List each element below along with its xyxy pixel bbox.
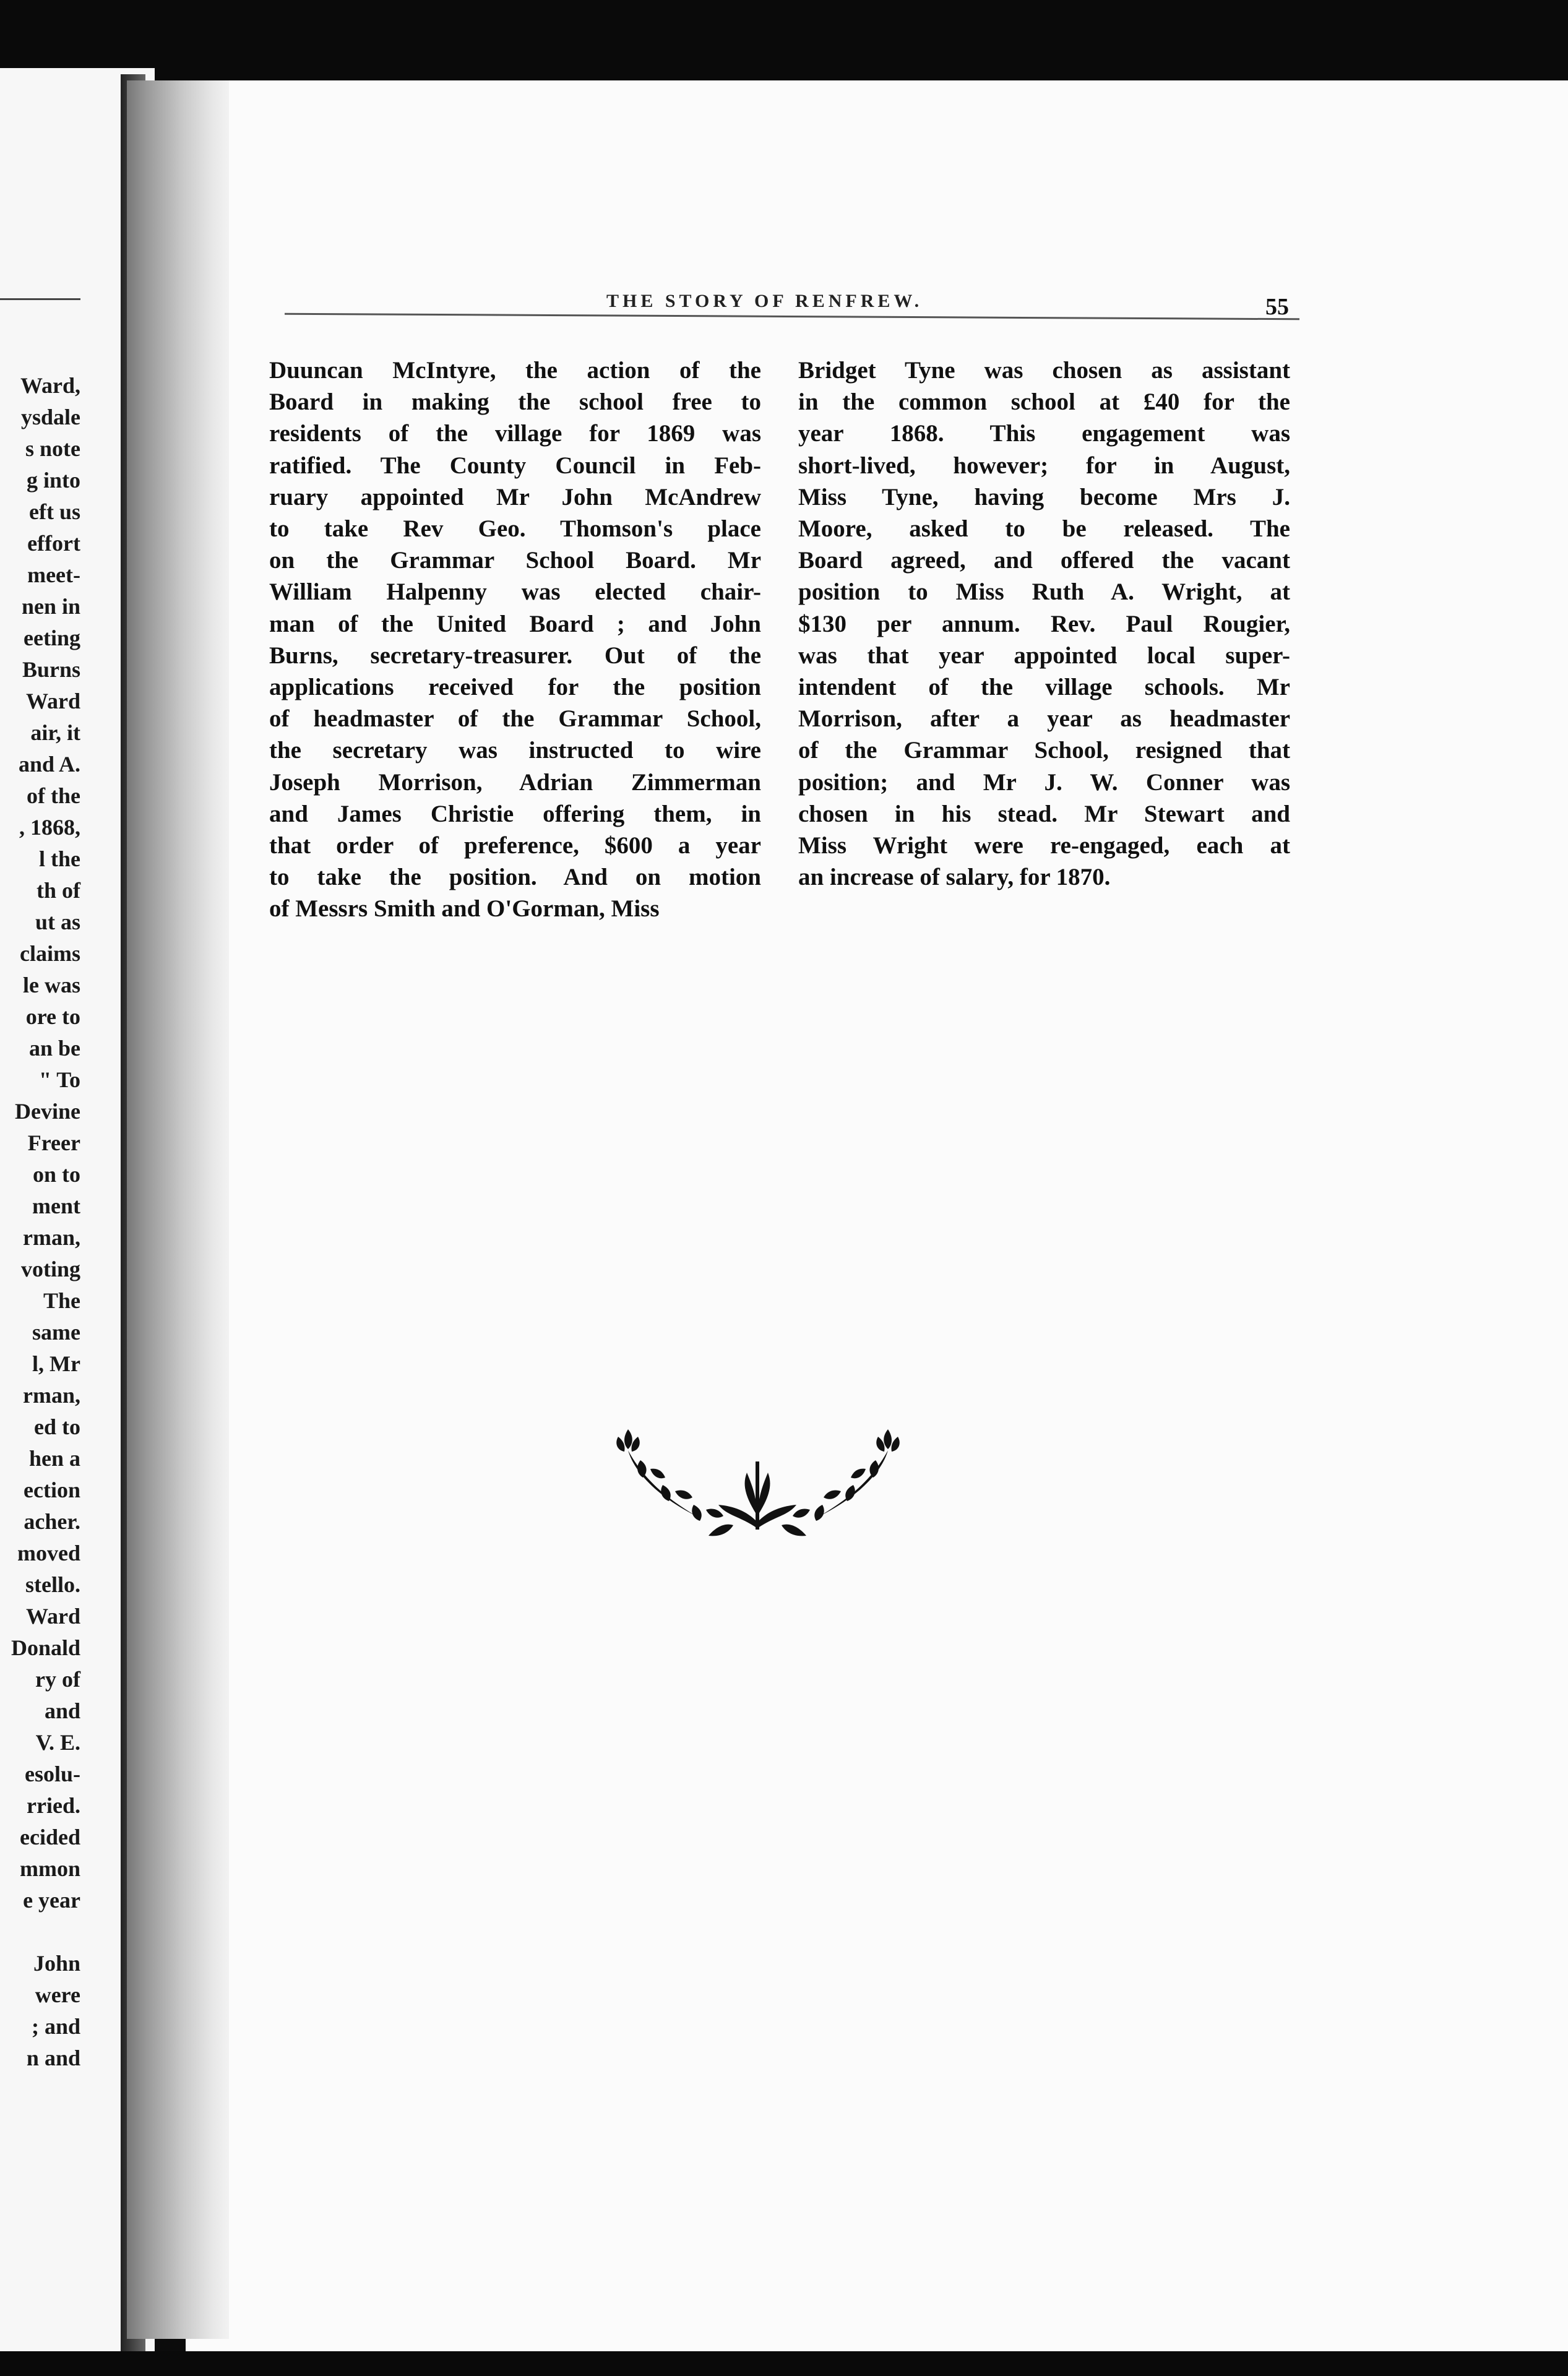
page-number: 55 — [1265, 294, 1289, 320]
text-line: position; and Mr J. W. Conner was — [798, 768, 1290, 796]
text-line: $130 per annum. Rev. Paul Rougier, — [798, 610, 1290, 637]
text-line: on the Grammar School Board. Mr — [269, 547, 761, 574]
scan-bottom-border — [0, 2351, 1568, 2376]
facing-page-line: ysdale — [20, 405, 80, 429]
text-line: Duuncan McIntyre, the action of the — [269, 357, 761, 384]
facing-page-line: Ward — [25, 689, 80, 713]
floral-tailpiece-icon — [610, 1423, 907, 1547]
facing-page-line: e year — [23, 1888, 80, 1913]
facing-page-line: Ward, — [20, 373, 80, 398]
page-gutter — [127, 80, 229, 2339]
text-line: Joseph Morrison, Adrian Zimmerman — [269, 768, 761, 796]
facing-page-line: s note — [25, 436, 80, 461]
text-line: intendent of the village schools. Mr — [798, 674, 1290, 701]
text-column-left — [269, 355, 761, 925]
facing-page-line: and A. — [18, 752, 80, 777]
facing-page-line: , 1868, — [19, 815, 80, 840]
facing-page-line: l the — [39, 846, 80, 871]
text-column-right — [798, 355, 1290, 893]
text-line: to take the position. And on motion — [269, 864, 761, 891]
text-line: and James Christie offering them, in — [269, 800, 761, 827]
facing-page-line: an be — [28, 1036, 80, 1061]
facing-page-line: hen a — [28, 1446, 80, 1471]
text-line: of headmaster of the Grammar School, — [269, 705, 761, 733]
text-line: that order of preference, $600 a year — [269, 832, 761, 859]
facing-page-line: ut as — [35, 910, 80, 934]
facing-page-line: Freer — [27, 1130, 80, 1155]
facing-page-line: effort — [27, 531, 80, 556]
facing-page-line: V. E. — [35, 1730, 80, 1755]
facing-page-line: g into — [26, 468, 80, 493]
facing-page-line: ment — [32, 1194, 80, 1218]
text-line: Moore, asked to be released. The — [798, 515, 1290, 543]
facing-page-line: air, it — [30, 720, 80, 745]
facing-page-line: ore to — [25, 1004, 80, 1029]
facing-page-line: The — [43, 1288, 80, 1313]
facing-page-line: l, Mr — [32, 1351, 80, 1376]
facing-page-text — [0, 370, 80, 2074]
text-line: ratified. The County Council in Feb- — [269, 452, 761, 479]
facing-page-line: moved — [17, 1541, 80, 1565]
facing-page-line: eeting — [24, 626, 80, 650]
text-line: Burns, secretary-treasurer. Out of the — [269, 642, 761, 669]
facing-page-line: eft us — [29, 499, 80, 524]
scan-top-border — [0, 0, 1568, 93]
facing-page-line: Burns — [22, 657, 80, 682]
text-line: residents of the village for 1869 was — [269, 420, 761, 447]
running-head: THE STORY OF RENFREW. — [606, 291, 923, 311]
facing-page-line: rman, — [23, 1225, 80, 1250]
text-line: an increase of salary, for 1870. — [798, 864, 1111, 891]
facing-page-line: ecided — [20, 1825, 80, 1849]
facing-page-line: nen in — [21, 594, 80, 619]
facing-page-line: were — [35, 1982, 80, 2007]
text-line: Bridget Tyne was chosen as assistant — [798, 357, 1290, 384]
text-line: chosen in his stead. Mr Stewart and — [798, 800, 1290, 827]
facing-page-line: mmon — [20, 1856, 80, 1881]
facing-page-line: ; and — [31, 2014, 80, 2039]
facing-page-line: esolu- — [25, 1762, 80, 1786]
facing-page-line: stello. — [25, 1572, 80, 1597]
facing-page-line: rman, — [23, 1383, 80, 1408]
text-line: man of the United Board ; and John — [269, 610, 761, 637]
text-line: position to Miss Ruth A. Wright, at — [798, 579, 1290, 606]
facing-page-line: claims — [20, 941, 80, 966]
text-line: in the common school at £40 for the — [798, 389, 1290, 416]
text-line: to take Rev Geo. Thomson's place — [269, 515, 761, 543]
text-line: ruary appointed Mr John McAndrew — [269, 483, 761, 510]
facing-page-line: John — [33, 1951, 80, 1976]
facing-page-line: and — [44, 1698, 80, 1723]
facing-page-line: voting — [20, 1257, 80, 1281]
text-line: William Halpenny was elected chair- — [269, 579, 761, 606]
text-line: Board agreed, and offered the vacant — [798, 547, 1290, 574]
facing-page-line: Ward — [25, 1604, 80, 1629]
text-line: Miss Wright were re-engaged, each at — [798, 832, 1290, 859]
text-line: Miss Tyne, having become Mrs J. — [798, 483, 1290, 510]
text-line: was that year appointed local super- — [798, 642, 1290, 669]
text-line: Board in making the school free to — [269, 389, 761, 416]
text-line: Morrison, after a year as headmaster — [798, 705, 1290, 733]
facing-page-line: of the — [27, 783, 80, 808]
facing-page-line: same — [32, 1320, 80, 1345]
text-line: year 1868. This engagement was — [798, 420, 1290, 447]
facing-page-line: ection — [24, 1478, 80, 1502]
text-line: of the Grammar School, resigned that — [798, 737, 1290, 764]
facing-page-line: acher. — [24, 1509, 80, 1534]
facing-page-line: ed to — [34, 1414, 80, 1439]
facing-page-line: n and — [26, 2046, 80, 2070]
text-line: short-lived, however; for in August, — [798, 452, 1290, 479]
facing-page-line: on to — [32, 1162, 80, 1187]
facing-page-line: rried. — [27, 1793, 80, 1818]
facing-page-line: meet- — [27, 562, 80, 587]
facing-page-line — [0, 1916, 80, 1948]
facing-page-rule — [0, 298, 80, 300]
text-line: the secretary was instructed to wire — [269, 737, 761, 764]
facing-page-line: th of — [37, 878, 80, 903]
facing-page-line: " To — [38, 1067, 80, 1092]
text-line: applications received for the position — [269, 674, 761, 701]
facing-page-line: le was — [23, 973, 80, 997]
text-line: of Messrs Smith and O'Gorman, Miss — [269, 895, 660, 923]
facing-page-line: Devine — [15, 1099, 80, 1124]
facing-page-line: Donald — [11, 1635, 80, 1660]
facing-page-line: ry of — [35, 1667, 80, 1692]
